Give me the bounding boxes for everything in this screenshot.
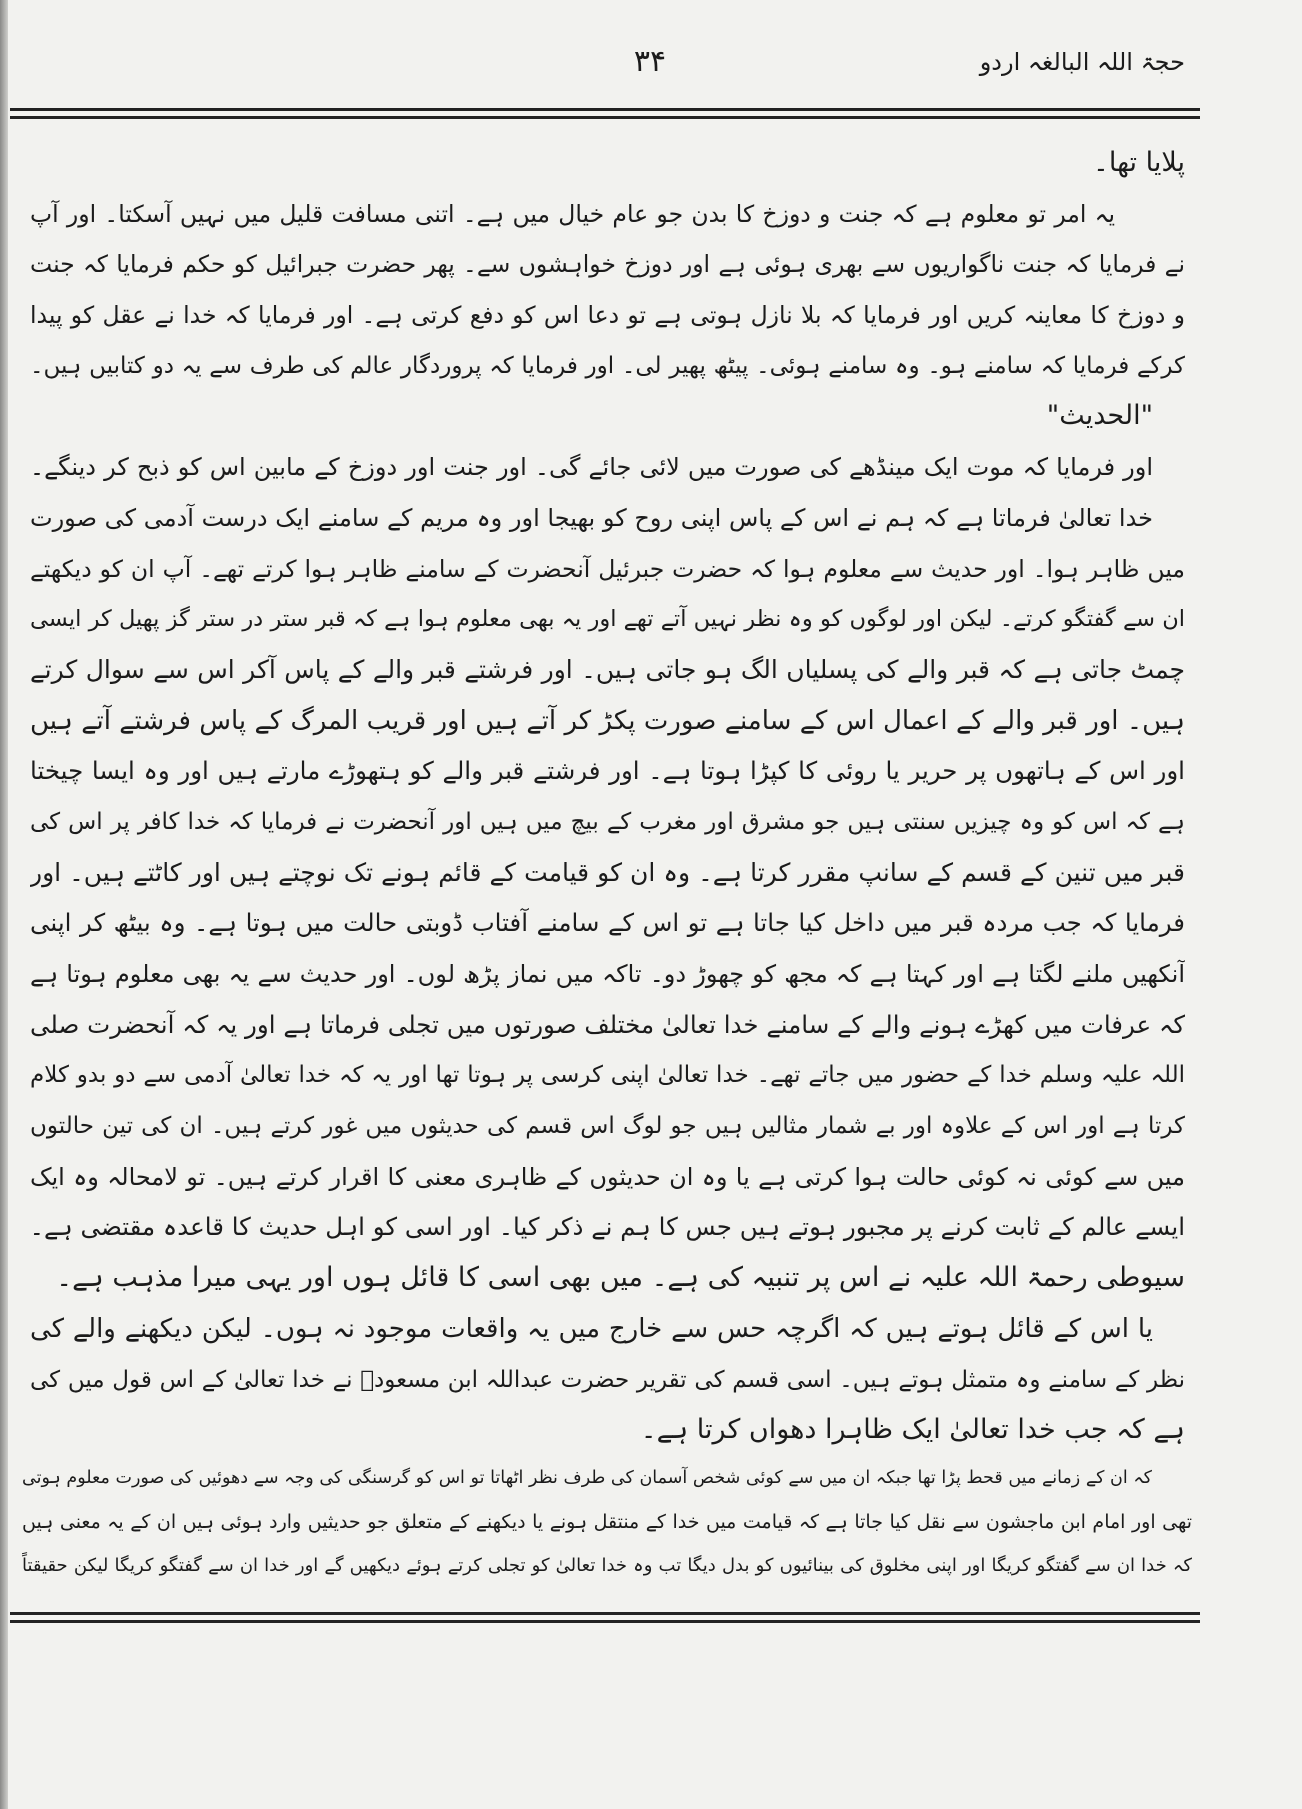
text-line: آنکھیں ملنے لگتا ہے اور کہتا ہے کہ مجھ کو چھوڑ دو۔ تاکہ میں نماز پڑھ لوں۔ اور حدیث سے یہ بھی معلوم ہوتا ہے <box>30 960 1185 988</box>
running-header-title: حجۃ اللہ البالغہ اردو <box>979 48 1185 76</box>
text-line: چمٹ جاتی ہے کہ قبر والے کی پسلیاں الگ ہو جاتی ہیں۔ اور فرشتے قبر والے کے پاس آکر اس سے سوال کرتے <box>30 654 1185 684</box>
text-line: و دوزخ کا معاینہ کریں اور فرمایا کہ بلا نازل ہوتی ہے تو دعا اس کو دفع کرتی ہے۔ اور فرمایا کہ خدا نے عقل کو پیدا <box>30 301 1185 330</box>
scan-edge-shadow <box>0 0 8 1809</box>
text-line: کرتا ہے اور اس کے علاوہ اور بے شمار مثالیں ہیں جو لوگ اس قسم کی حدیثوں میں غور کرتے ہیں۔ ان کی تین حالتوں <box>30 1113 1185 1140</box>
text-line: ان سے گفتگو کرتے۔ لیکن اور لوگوں کو وہ نظر نہیں آتے تھے اور یہ بھی معلوم ہوا ہے کہ قبر ستر در ستر گز پھیل کر ایسی <box>30 606 1185 633</box>
text-line: سیوطی رحمۃ اللہ علیہ نے اس پر تنبیہ کی ہے۔ میں بھی اسی کا قائل ہوں اور یہی میرا مذہب ہے۔ <box>56 1262 1185 1294</box>
text-line: اور اس کے ہاتھوں پر حریر یا روئی کا کپڑا ہوتا ہے۔ اور فرشتے قبر والے کو ہتھوڑے مارتے ہیں اور وہ ایسا چیختا <box>30 756 1185 786</box>
hadith-marker: "الحدیث" <box>1046 400 1153 432</box>
text-line: اللہ علیہ وسلم خدا کے حضور میں جاتے تھے۔ خدا تعالیٰ اپنی کرسی پر ہوتا تھا اور یہ کہ خدا تعالیٰ آدمی سے دو بدو کلام <box>30 1062 1185 1089</box>
footnote-line: کہ خدا ان سے گفتگو کریگا اور اپنی مخلوق کی بینائیوں کو بدل دیگا تب وہ خدا تعالیٰ کو تجلی کرتے ہوئے دیکھیں گے اور خدا ان سے گفتگو کریگا لیکن حقیقتاً <box>22 1555 1192 1576</box>
text-line: کرکے فرمایا کہ سامنے ہو۔ وہ سامنے ہوئی۔ پیٹھ پھیر لی۔ اور فرمایا کہ پروردگار عالم کی طرف سے یہ دو کتابیں ہیں۔ <box>30 352 1185 379</box>
paragraph-first-line: یا اس کے قائل ہوتے ہیں کہ اگرچہ حس سے خارج میں یہ واقعات موجود نہ ہوں۔ لیکن دیکھنے والے کی <box>30 1313 1153 1344</box>
paragraph-first-line: یہ امر تو معلوم ہے کہ جنت و دوزخ کا بدن جو عام خیال میں ہے۔ اتنی مسافت قلیل میں نہیں آسکتا۔ اور آپ <box>30 199 1115 228</box>
text-line: ہے کہ اس کو وہ چیزیں سنتی ہیں جو مشرق اور مغرب کے بیچ میں ہیں اور آنحضرت نے فرمایا کہ خدا کافر پر اس کی <box>30 808 1185 835</box>
text-line: ایسے عالم کے ثابت کرنے پر مجبور ہوتے ہیں جس کا ہم نے ذکر کیا۔ اور اسی کو اہل حدیث کا قاعدہ مقتضی ہے۔ <box>30 1212 1185 1242</box>
text-line: ہیں۔ اور قبر والے کے اعمال اس کے سامنے صورت پکڑ کر آتے ہیں اور قریب المرگ کے پاس فرشتے آتے ہیں <box>30 705 1185 736</box>
text-line: فرمایا کہ جب مردہ قبر میں داخل کیا جاتا ہے تو اس کے سامنے آفتاب ڈوبتی حالت میں ہوتا ہے۔ وہ بیٹھ کر اپنی <box>30 908 1185 938</box>
footnote-line: کہ ان کے زمانے میں قحط پڑا تھا جبکہ ان میں سے کوئی شخص آسمان کی طرف نظر اٹھاتا تو اس کو گرسنگی کی وجہ سے دھوئیں کی صورت معلوم ہوتی <box>22 1468 1152 1488</box>
footnote-line: تھی اور امام ابن ماجشون سے نقل کیا جاتا ہے کہ قیامت میں خدا کے منتقل ہونے یا دیکھنے کے متعلق جو حدیثیں وارد ہوئی ہیں ان کے یہ معنی ہیں <box>22 1511 1192 1533</box>
text-line: قبر میں تنین کے قسم کے سانپ مقرر کرتا ہے۔ وہ ان کو قیامت کے قائم ہونے تک نوچتے ہیں اور کاٹتے ہیں۔ اور <box>30 857 1185 887</box>
footnotes <box>22 1456 1192 1588</box>
text-line: پلایا تھا۔ <box>1093 147 1185 178</box>
header-double-rule <box>10 108 1200 119</box>
body-text <box>30 138 1185 1456</box>
paragraph-first-line: اور فرمایا کہ موت ایک مینڈھے کی صورت میں لائی جائے گی۔ اور جنت اور دوزخ کے مابین اس کو ذبح کر دینگے۔ <box>30 453 1153 482</box>
page-number: ۳۴ <box>633 44 667 79</box>
footer-double-rule <box>10 1612 1200 1623</box>
text-line: ہے کہ جب خدا تعالیٰ ایک ظاہرا دھواں کرتا ہے۔ <box>640 1414 1185 1446</box>
text-line: میں ظاہر ہوا۔ اور حدیث سے معلوم ہوا کہ حضرت جبرئیل آنحضرت کے سامنے ظاہر ہوا کرتے تھے۔ آپ ان کو دیکھتے <box>30 554 1185 583</box>
text-line: نے فرمایا کہ جنت ناگواریوں سے بھری ہوئی ہے اور دوزخ خواہشوں سے۔ پھر حضرت جبرائیل کو حکم فرمایا کہ جنت <box>30 250 1185 279</box>
text-line: کہ عرفات میں کھڑے ہونے والے کے سامنے خدا تعالیٰ مختلف صورتوں میں تجلی فرماتا ہے اور یہ کہ آنحضرت صلی <box>30 1009 1185 1039</box>
text-line: میں سے کوئی نہ کوئی حالت ہوا کرتی ہے یا وہ ان حدیثوں کے ظاہری معنی کا اقرار کرتے ہیں۔ تو لامحالہ وہ ایک <box>30 1162 1185 1191</box>
paragraph-first-line: خدا تعالیٰ فرماتا ہے کہ ہم نے اس کے پاس اپنی روح کو بھیجا اور وہ مریم کے سامنے ایک درست آدمی کی صورت <box>30 503 1154 532</box>
text-line: نظر کے سامنے وہ متمثل ہوتے ہیں۔ اسی قسم کی تقریر حضرت عبداللہ ابن مسعودؓ نے خدا تعالیٰ کے اس قول میں کی <box>30 1366 1185 1393</box>
